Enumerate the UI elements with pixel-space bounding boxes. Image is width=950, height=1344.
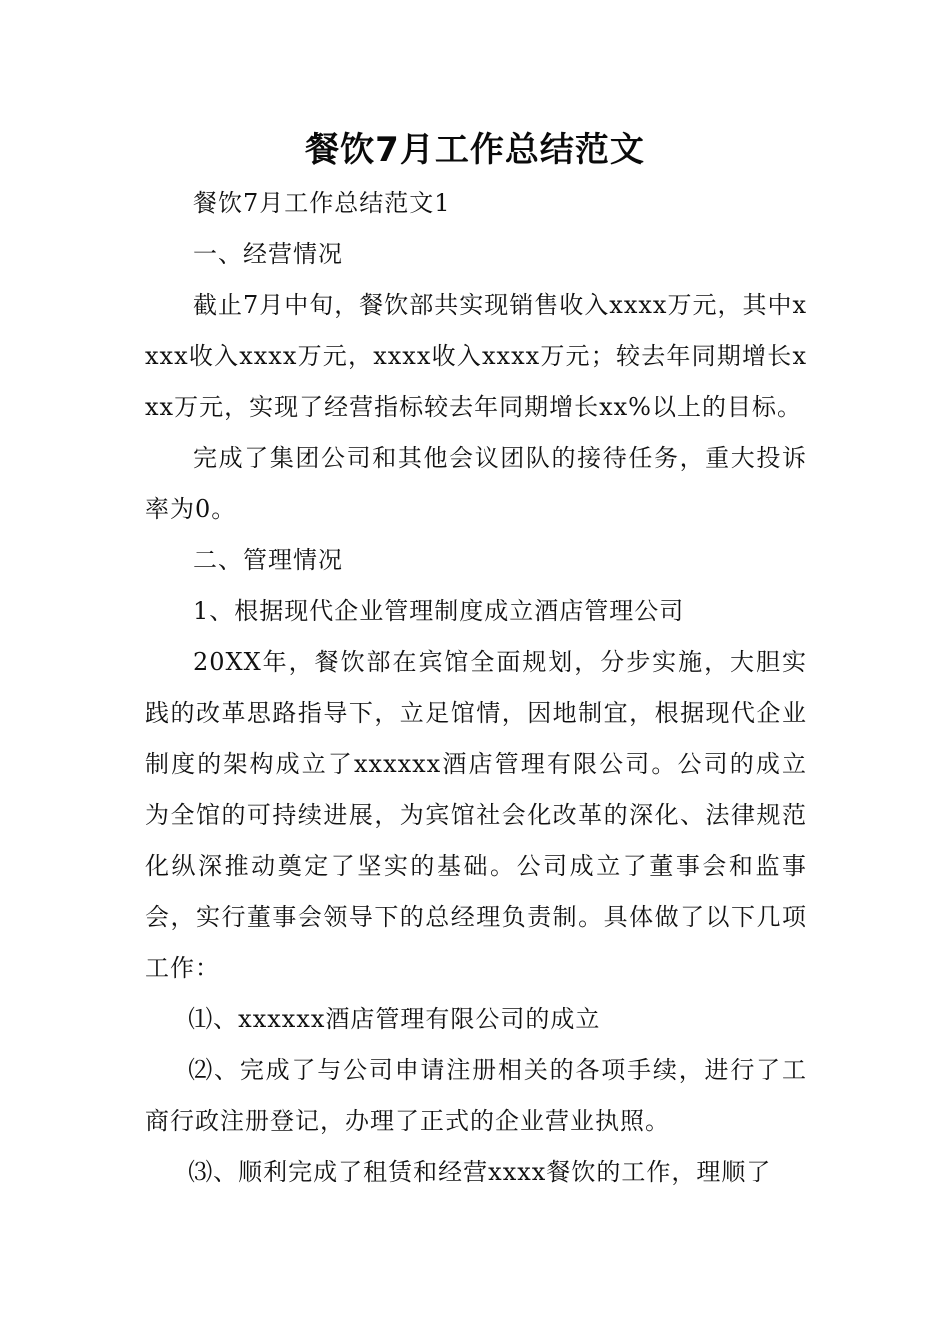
list-item-1: ⑴、xxxxxx酒店管理有限公司的成立	[188, 1005, 601, 1033]
list-item-2: ⑵、完成了与公司申请注册相关的各项手续，进行了工商行政注册登记，办理了正式的企业营业执照。	[145, 1056, 807, 1135]
paragraph-reception-tasks: 完成了集团公司和其他会议团队的接待任务，重大投诉率为0。	[145, 444, 807, 523]
document-body	[145, 178, 807, 1198]
section-heading-operations: 一、经营情况	[193, 240, 343, 268]
list-item-3: ⑶、顺利完成了租赁和经营xxxx餐饮的工作，理顺了	[188, 1158, 772, 1186]
paragraph-company-establishment: 20XX年，餐饮部在宾馆全面规划，分步实施，大胆实践的改革思路指导下，立足馆情，因地制宜，根据现代企业制度的架构成立了xxxxxx酒店管理有限公司。公司的成立为全馆的可持续进展，为宾馆社会化改革的深化、法律规范化纵深推动奠定了坚实的基础。公司成立了董事会和监事会，实行董事会领导下的总经理负责制。具体做了以下几项工作：	[145, 648, 807, 982]
section-heading-management: 二、管理情况	[193, 546, 343, 574]
paragraph-sales-revenue: 截止7月中旬，餐饮部共实现销售收入xxxx万元，其中xxxx收入xxxx万元，xxxx收入xxxx万元；较去年同期增长xxx万元，实现了经营指标较去年同期增长xx%以上的目标。	[145, 291, 807, 421]
document-title: 餐饮7月工作总结范文	[305, 130, 645, 170]
subheading-management-company: 1、根据现代企业管理制度成立酒店管理公司	[193, 597, 685, 625]
section-heading-article: 餐饮7月工作总结范文1	[193, 189, 451, 217]
